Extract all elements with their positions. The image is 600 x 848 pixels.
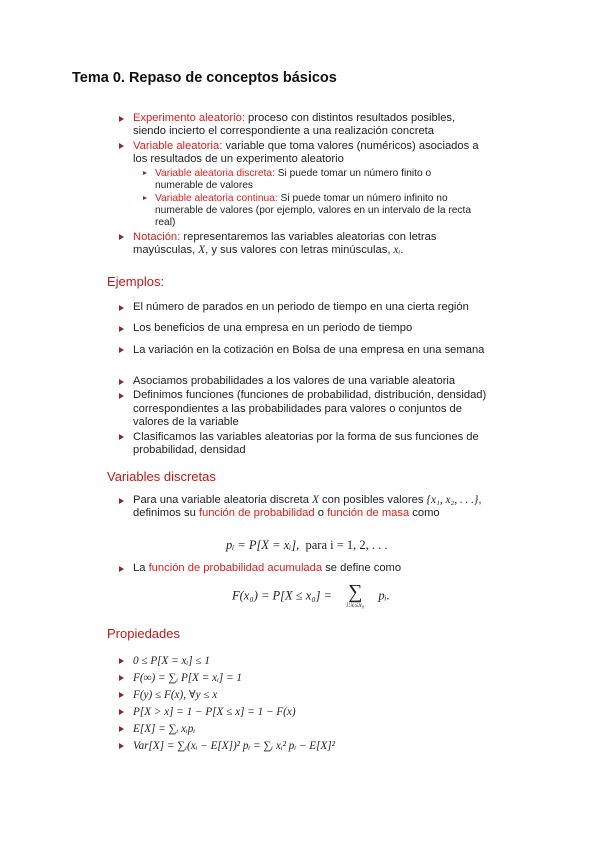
text: como (409, 507, 440, 520)
assoc-text: Definimos funciones (funciones de probabilidad, distribución, densidad) correspondientes a las probabilidades para valores o conjuntos de valores de la variable (133, 389, 487, 429)
term-notacion: Notación: (133, 230, 181, 243)
bullet-icon (119, 743, 124, 749)
list-item (0, 494, 600, 521)
assoc-text: Clasificamos las variables aleatorias por la forma de sus funciones de probabilidad, densidad (133, 430, 479, 457)
text: Para una variable aleatoria discreta (133, 494, 313, 506)
definition-text: variable que toma valores (numéricos) asociados a los resultados de un experimento aleatorio (133, 139, 479, 166)
bullet-icon (119, 234, 124, 240)
term-experimento: Experimento aleatorio: (133, 112, 245, 124)
list-item (0, 389, 600, 429)
property-formula: Var[X] = ∑ᵢ(xᵢ − E[X])² pᵢ = ∑ᵢ xᵢ² pᵢ − E[X]² (133, 740, 335, 752)
definitions-list (0, 112, 600, 258)
bullet-icon (119, 143, 124, 149)
definition-text: proceso con distintos resultados posibles, siendo incierto el correspondiente a una realización concreta (133, 112, 456, 138)
list-item (0, 431, 600, 458)
term-funcion-acumulada: función de probabilidad acumulada (148, 562, 323, 574)
bullet-icon (119, 709, 124, 715)
math-set: {x₁, x₂, . . .} (426, 494, 479, 506)
example-text: El número de parados en un periodo de tiempo en una cierta región (133, 301, 469, 313)
list-item (0, 322, 600, 335)
equation-lhs: F(x₀) = P[X ≤ x₀] = (232, 588, 333, 603)
property-formula: 0 ≤ P[X = xᵢ] ≤ 1 (133, 655, 210, 667)
bullet-icon (119, 116, 124, 122)
term-discreta: Variable aleatoria discreta: (155, 167, 275, 179)
text: , definimos su (133, 494, 482, 520)
sum-symbol: ∑ i:xᵢ≤x₀ (335, 583, 375, 609)
term-funcion-probabilidad: función de probabilidad (198, 507, 315, 520)
cdf-list (0, 562, 600, 576)
example-text: Los beneficios de una empresa en un periodo de tiempo (133, 322, 413, 335)
association-list (0, 375, 600, 458)
list-item (0, 721, 600, 737)
text: La (133, 562, 149, 574)
list-item (0, 193, 600, 230)
definition-text: representaremos las variables aleatorias con letras mayúsculas, (133, 230, 437, 257)
section-heading-discretas: Variables discretas (107, 469, 216, 484)
definition-text: Si puede tomar un número infinito no numerable de valores (por ejemplo, valores en un intervalo de la recta real) (155, 193, 471, 229)
bullet-icon (119, 658, 124, 664)
math-X: X (198, 244, 206, 257)
bullet-icon (119, 347, 124, 353)
bullet-icon (119, 393, 124, 399)
bullet-icon (119, 434, 124, 440)
list-item (0, 562, 600, 575)
list-item (0, 301, 600, 314)
list-item (0, 375, 600, 388)
bullet-icon (119, 726, 124, 732)
list-item (0, 687, 600, 703)
equation-cdf (232, 583, 390, 609)
list-item (0, 653, 600, 669)
term-continua: Variable aleatoria continua: (155, 193, 278, 205)
list-item (0, 738, 600, 754)
list-item (0, 231, 600, 258)
text: o (314, 507, 328, 520)
bullet-icon (119, 675, 124, 681)
property-formula: F(y) ≤ F(x), ∀y ≤ x (133, 689, 218, 701)
definition-text: , y sus valores con letras minúsculas, (205, 244, 394, 257)
discrete-list (0, 494, 600, 522)
bullet-icon (119, 498, 124, 504)
list-item (0, 112, 600, 139)
properties-list (0, 653, 600, 755)
bullet-icon (143, 196, 147, 200)
bullet-icon (119, 305, 124, 311)
bullet-icon (143, 171, 147, 175)
property-formula: F(∞) = ∑ᵢ P[X = xᵢ] = 1 (133, 672, 242, 684)
page-title: Tema 0. Repaso de conceptos básicos (72, 70, 337, 86)
definition-text: Si puede tomar un número finito o numerable de valores (155, 167, 432, 191)
section-heading-propiedades: Propiedades (107, 626, 180, 641)
term-funcion-masa: función de masa (327, 507, 410, 520)
list-item (0, 344, 600, 357)
equation-lhs: pᵢ = P[X = xᵢ], (226, 538, 300, 552)
term-variable: Variable aleatoria: (133, 139, 223, 152)
examples-list (0, 301, 600, 358)
bullet-icon (119, 692, 124, 698)
property-formula: P[X > x] = 1 − P[X ≤ x] = 1 − F(x) (133, 706, 296, 718)
property-formula: E[X] = ∑ᵢ xᵢpᵢ (133, 723, 196, 735)
list-item (0, 704, 600, 720)
example-text: La variación en la cotización en Bolsa de una empresa en una semana (133, 343, 485, 356)
list-item (0, 168, 600, 192)
text: se define como (322, 562, 402, 574)
text: con posibles valores (318, 494, 427, 506)
bullet-icon (119, 566, 124, 572)
equation-rhs: pᵢ. (378, 588, 390, 603)
list-item (0, 670, 600, 686)
definition-text: . (400, 244, 404, 257)
equation-pmf (226, 538, 388, 553)
sum-subscript: i:xᵢ≤x₀ (346, 601, 365, 609)
bullet-icon (119, 326, 124, 332)
assoc-text: Asociamos probabilidades a los valores de una variable aleatoria (133, 375, 456, 387)
math-xi: xᵢ (393, 244, 401, 257)
section-heading-ejemplos: Ejemplos: (107, 274, 165, 289)
bullet-icon (119, 379, 124, 385)
equation-rhs: para i = 1, 2, . . . (305, 538, 388, 552)
math-X: X (312, 494, 319, 506)
list-item (0, 140, 600, 167)
